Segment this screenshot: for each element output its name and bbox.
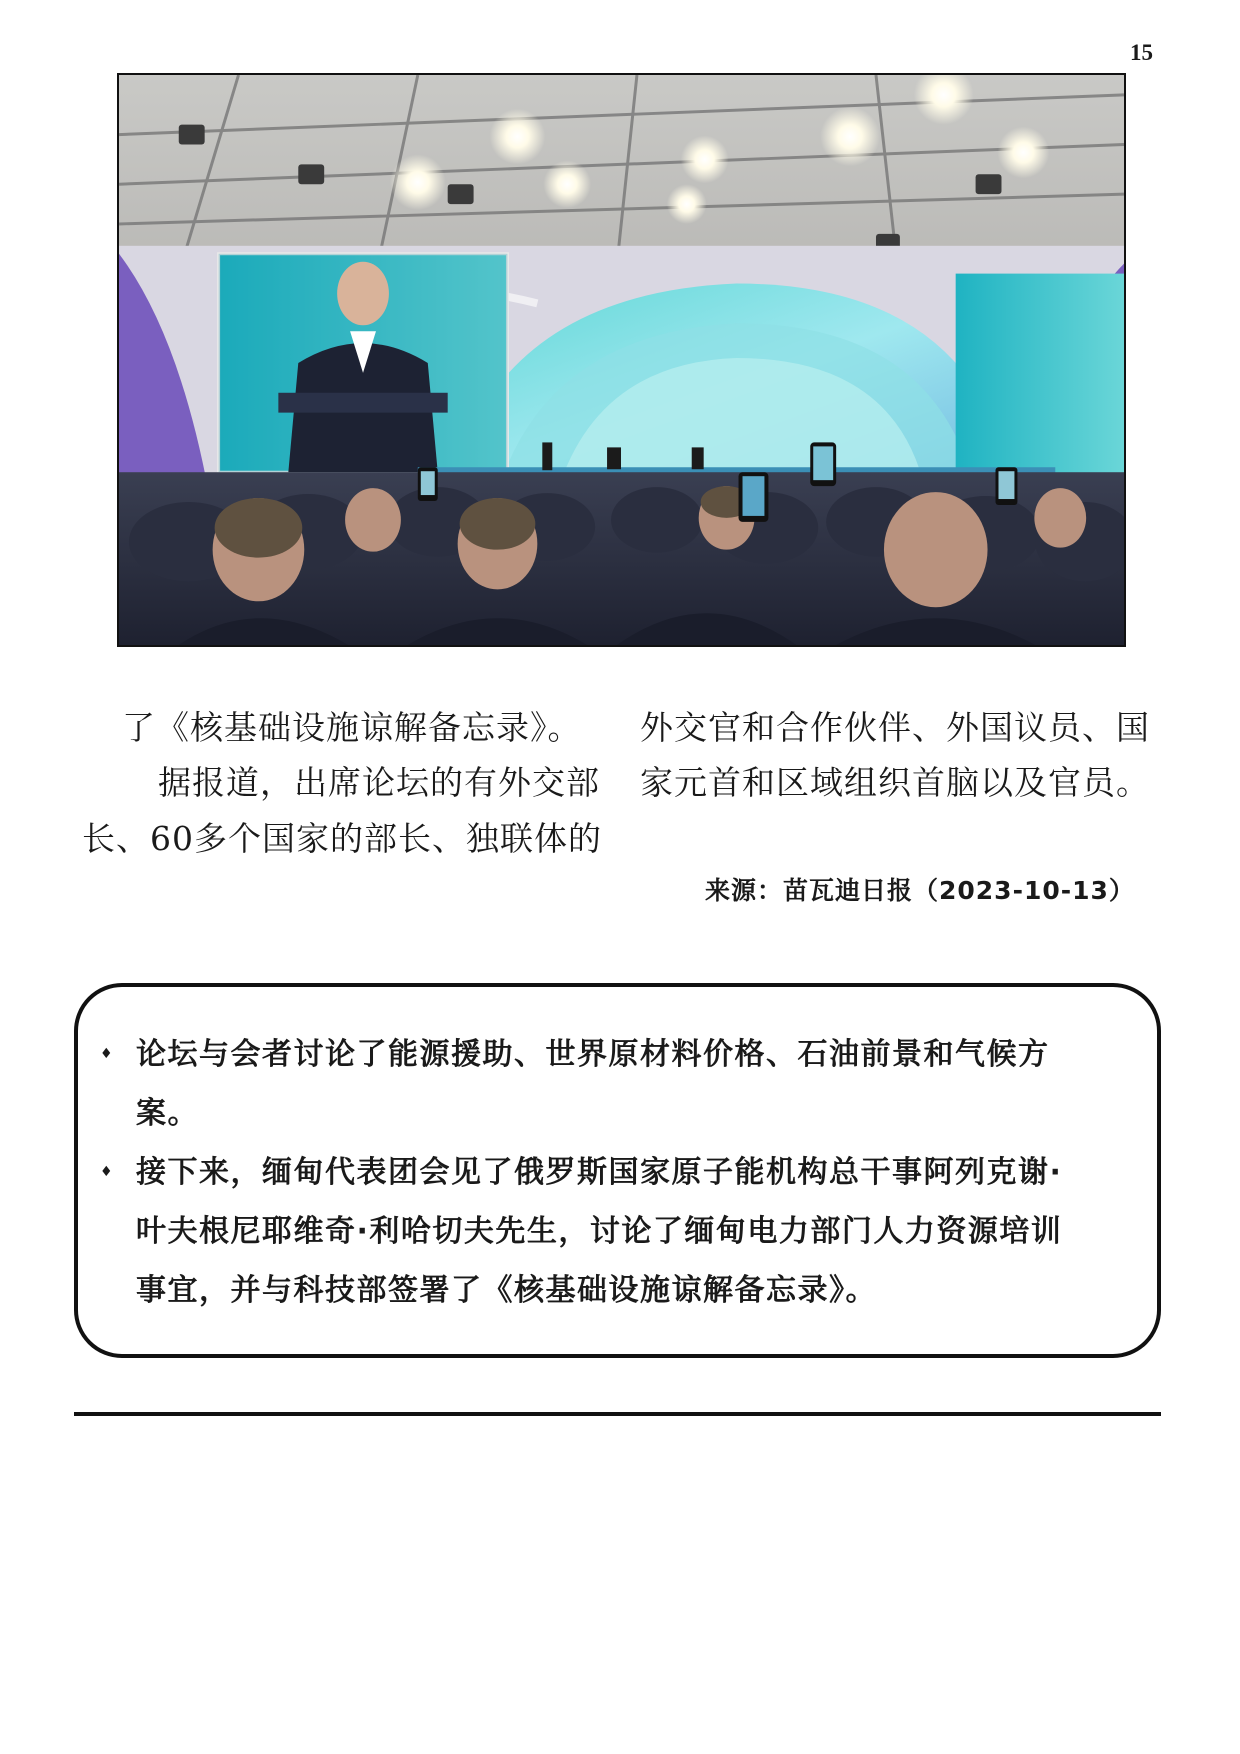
section-divider: [74, 1412, 1161, 1416]
article-line: 了《核基础设施谅解备忘录》。: [122, 708, 582, 747]
forum-photo-illustration: [119, 75, 1124, 645]
bullet-line: 论坛与会者讨论了能源援助、世界原材料价格、石油前景和气候方: [136, 1037, 1050, 1072]
article-line: 长、60多个国家的部长、独联体的: [82, 818, 602, 858]
bullet-line: 事宜，并与科技部签署了《核基础设施谅解备忘录》。: [136, 1273, 877, 1308]
bullet-line: 接下来，缅甸代表团会见了俄罗斯国家原子能机构总干事阿列克谢·: [136, 1155, 1063, 1190]
article-source: 来源：苗瓦迪日报（2023-10-13）: [705, 876, 1135, 905]
diamond-bullet-icon: ♦: [100, 1046, 115, 1062]
summary-bullet: [100, 1025, 1146, 1143]
bullet-line: 案。: [136, 1096, 199, 1131]
article-right-column: [640, 700, 1160, 811]
bullet-line: 叶夫根尼耶维奇·利哈切夫先生，讨论了缅甸电力部门人力资源培训: [136, 1214, 1063, 1249]
summary-bullet: [100, 1143, 1146, 1320]
article-left-column: [82, 700, 608, 866]
page-number: 15: [1130, 40, 1153, 65]
article-line: 外交官和合作伙伴、外国议员、国: [640, 708, 1150, 747]
article-line: 家元首和区域组织首脑以及官员。: [640, 763, 1150, 803]
forum-photo: [117, 73, 1126, 647]
diamond-bullet-icon: ♦: [100, 1164, 115, 1180]
article-line: 据报道，出席论坛的有外交部: [158, 763, 600, 803]
